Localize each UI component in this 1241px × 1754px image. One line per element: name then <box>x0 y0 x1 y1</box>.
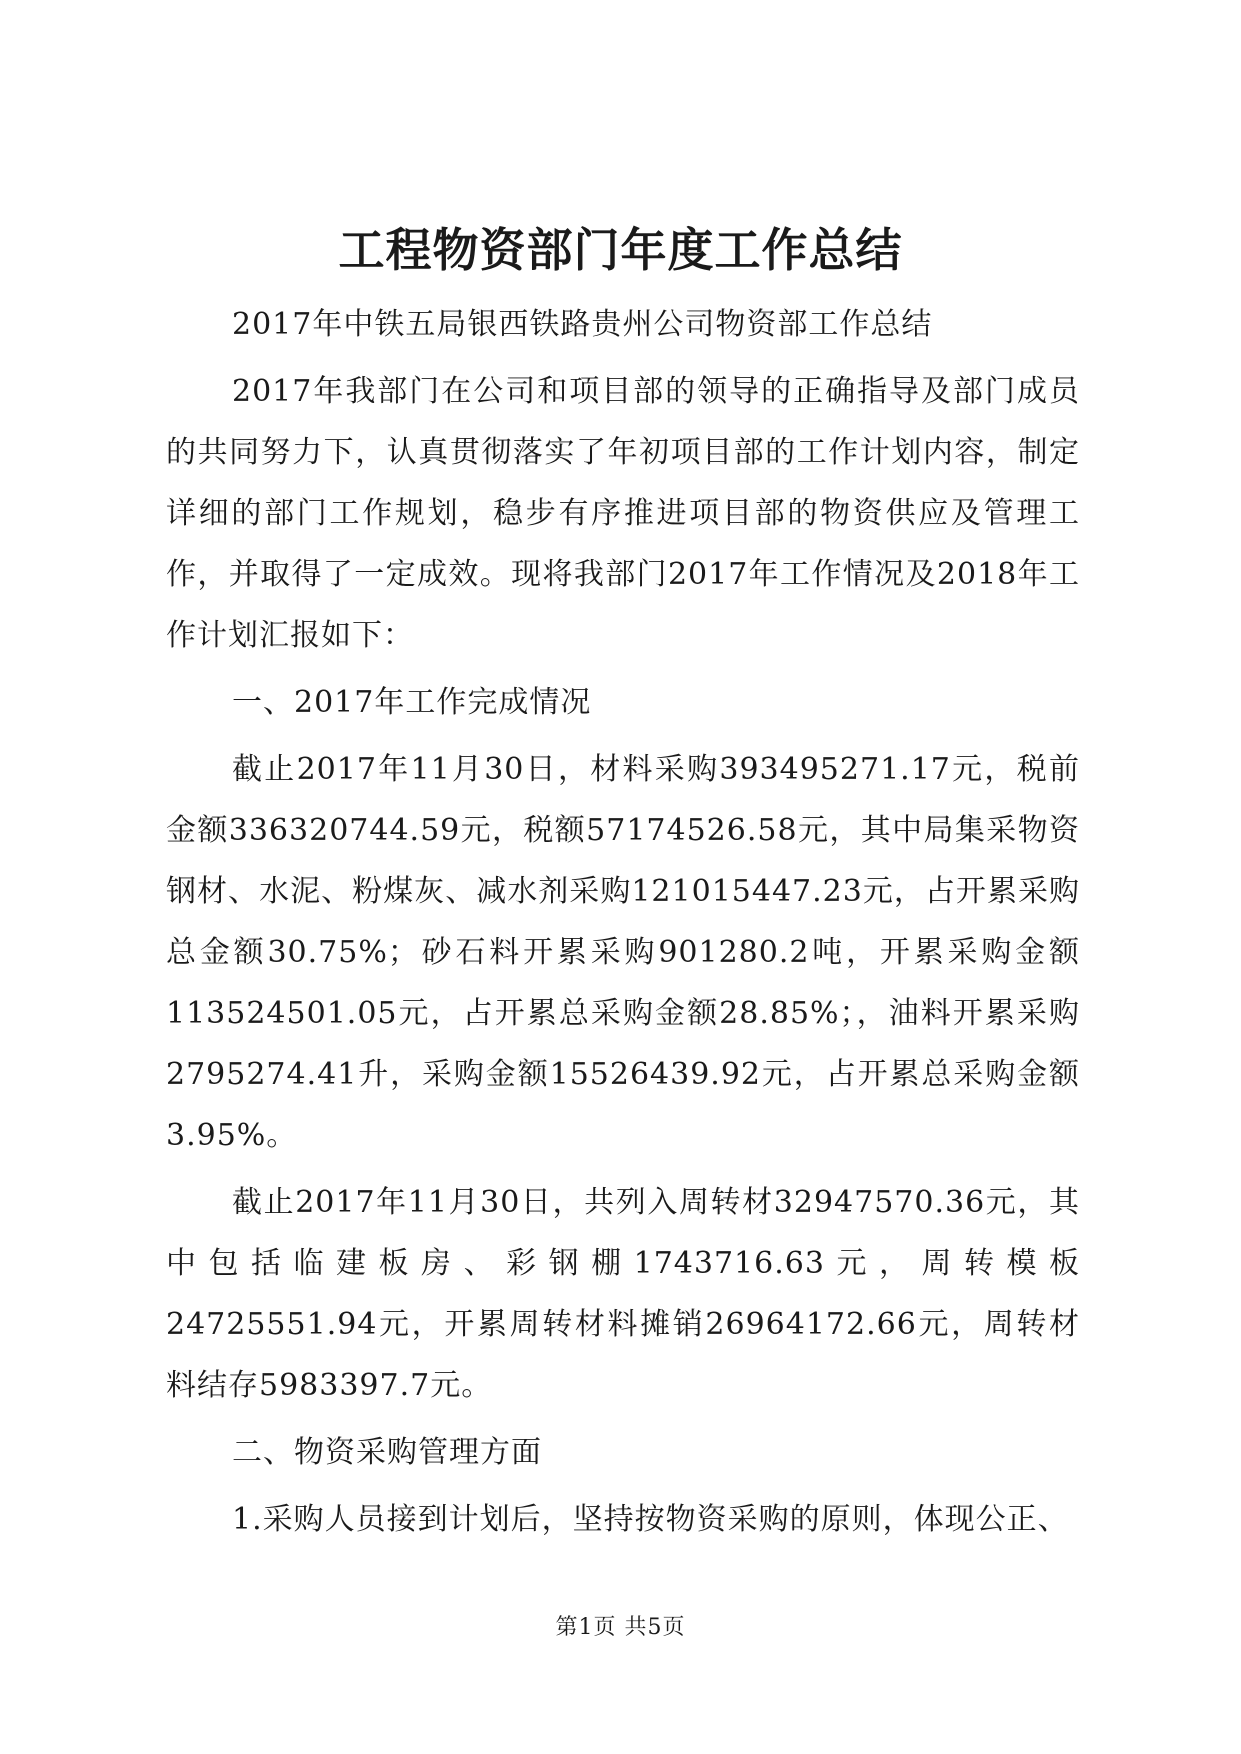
turnover-materials-paragraph: 截止2017年11月30日，共列入周转材32947570.36元，其中包括临建板房、彩钢棚1743716.63元，周转模板24725551.94元，开累周转材料摊销26964172.66元，周转材料结存5983397.7元。 <box>166 1185 1080 1403</box>
list-item-1: 1.采购人员接到计划后，坚持按物资采购的原则，体现公正、 <box>232 1502 1069 1537</box>
section-heading-1: 一、2017年工作完成情况 <box>232 685 592 720</box>
intro-paragraph: 2017年我部门在公司和项目部的领导的正确指导及部门成员的共同努力下，认真贯彻落实了年初项目部的工作计划内容，制定详细的部门工作规划，稳步有序推进项目部的物资供应及管理工作，并取得了一定成效。现将我部门2017年工作情况及2018年工作计划汇报如下： <box>166 374 1080 653</box>
page-title: 工程物资部门年度工作总结 <box>338 223 903 277</box>
section-heading-2: 二、物资采购管理方面 <box>232 1435 542 1470</box>
document-body <box>166 294 1080 1556</box>
subtitle-paragraph: 2017年中铁五局银西铁路贵州公司物资部工作总结 <box>232 307 933 342</box>
procurement-stats-paragraph: 截止2017年11月30日，材料采购393495271.17元，税前金额336320744.59元，税额57174526.58元，其中局集采物资钢材、水泥、粉煤灰、减水剂采购121015447.23元，占开累采购总金额30.75%；砂石料开累采购901280.2吨，开累采购金额113524501.05元，占开累总采购金额28.85%；，油料开累采购2795274.41升，采购金额15526439.92元，占开累总采购金额3.95%。 <box>166 752 1080 1153</box>
page-number-footer: 第1页 共5页 <box>555 1615 686 1640</box>
